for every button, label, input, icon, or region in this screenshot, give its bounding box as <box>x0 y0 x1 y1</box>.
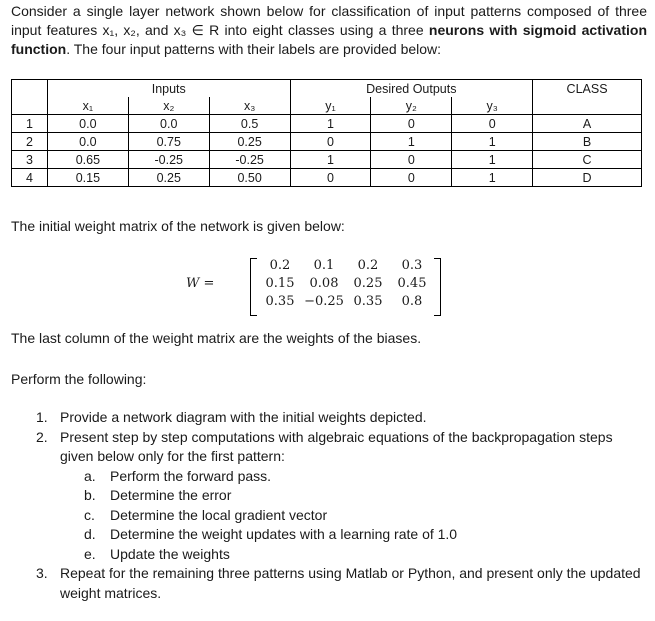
cell-y2: 0 <box>371 169 452 187</box>
cell-y2: 0 <box>371 151 452 169</box>
outputs-group-header: Desired Outputs <box>290 80 533 98</box>
cell-x3: 0.5 <box>209 115 290 133</box>
matrix-label: W = <box>186 276 215 291</box>
cell-y1: 0 <box>290 169 371 187</box>
cell-class: B <box>533 133 642 151</box>
steps-list <box>36 408 642 603</box>
matrix-cell: 0.08 <box>309 276 339 291</box>
substep-letter: d. <box>84 526 96 542</box>
list-item <box>36 525 642 545</box>
cell-y3: 1 <box>452 169 533 187</box>
table-corner-cell <box>12 80 48 98</box>
cell-x3: 0.50 <box>209 169 290 187</box>
bias-note: The last column of the weight matrix are the weights of the biases. <box>11 330 422 346</box>
substep-letter: b. <box>84 487 96 503</box>
list-item <box>36 564 642 603</box>
col-header-x3: x₃ <box>209 97 290 115</box>
matrix-cell: 0.35 <box>265 294 295 309</box>
table-corner-cell <box>12 97 48 115</box>
cell-x1: 0.0 <box>47 133 128 151</box>
matrix-cell: 0.25 <box>353 276 383 291</box>
class-header: CLASS <box>533 80 642 98</box>
substep-letter: e. <box>84 545 96 562</box>
list-item <box>36 486 642 506</box>
substep-letter: a. <box>84 467 96 484</box>
step-text: Present step by step computations with algebraic equations of the backpropagation steps given below only for the first pattern: <box>60 428 613 464</box>
cell-x1: 0.0 <box>47 115 128 133</box>
matrix-cell: 0.3 <box>401 258 423 273</box>
problem-intro <box>11 2 647 59</box>
list-item <box>36 428 642 467</box>
matrix-cell: 0.45 <box>397 276 427 291</box>
cell-y1: 1 <box>290 151 371 169</box>
matrix-cell: −0.25 <box>304 294 344 309</box>
cell-x2: 0.0 <box>128 115 209 133</box>
cell-class: D <box>533 169 642 187</box>
col-header-y2: y₂ <box>371 97 452 115</box>
step-text: Provide a network diagram with the initial weights depicted. <box>60 409 427 425</box>
table-row <box>12 169 642 187</box>
inputs-group-header: Inputs <box>47 80 290 98</box>
step-number: 1. <box>36 409 48 425</box>
step-text: Repeat for the remaining three patterns using Matlab or Python, and present only the updated weight matrices. <box>60 565 641 601</box>
cell-x2: 0.75 <box>128 133 209 151</box>
matrix-cell: 0.8 <box>401 294 423 309</box>
list-item <box>36 408 642 428</box>
matrix-cell: 0.15 <box>265 276 295 291</box>
cell-x1: 0.65 <box>47 151 128 169</box>
row-id: 1 <box>12 115 48 133</box>
list-item <box>36 467 642 487</box>
cell-x2: 0.25 <box>128 169 209 187</box>
matrix-cell: 0.1 <box>313 258 335 273</box>
intro-text: Consider a single layer network shown below for classification of input patterns composed of three input features x₁, x₂, and x₃ ∈ R into eight classes using a three <box>11 3 647 38</box>
cell-x3: -0.25 <box>209 151 290 169</box>
cell-y2: 1 <box>371 133 452 151</box>
class-header-blank <box>533 97 642 115</box>
matrix-cell: 0.2 <box>357 258 379 273</box>
cell-y1: 1 <box>290 115 371 133</box>
table-row <box>12 133 642 151</box>
matrix-cell: 0.2 <box>269 258 291 273</box>
cell-x2: -0.25 <box>128 151 209 169</box>
table-row <box>12 151 642 169</box>
intro-bold-text: neurons with sigmoid activation function <box>11 22 647 57</box>
col-header-y3: y₃ <box>452 97 533 115</box>
intro-text-end: . The four input patterns with their labels are provided below: <box>66 41 442 57</box>
cell-x3: 0.25 <box>209 133 290 151</box>
substep-text: Determine the weight updates with a learning rate of 1.0 <box>110 526 458 542</box>
cell-y1: 0 <box>290 133 371 151</box>
cell-x1: 0.15 <box>47 169 128 187</box>
row-id: 2 <box>12 133 48 151</box>
row-id: 4 <box>12 169 48 187</box>
patterns-table <box>11 79 642 187</box>
substep-text: Determine the local gradient vector <box>110 506 328 523</box>
cell-class: C <box>533 151 642 169</box>
step-number: 3. <box>36 565 48 581</box>
table-group-header-row <box>12 80 642 98</box>
substep-text: Perform the forward pass. <box>110 467 272 484</box>
cell-y3: 1 <box>452 151 533 169</box>
row-id: 3 <box>12 151 48 169</box>
substep-text: Determine the error <box>110 487 232 503</box>
col-header-x2: x₂ <box>128 97 209 115</box>
step-number: 2. <box>36 428 48 445</box>
cell-y3: 0 <box>452 115 533 133</box>
perform-heading: Perform the following: <box>11 371 147 387</box>
matrix-cell: 0.35 <box>353 294 383 309</box>
cell-class: A <box>533 115 642 133</box>
table-column-header-row <box>12 97 642 115</box>
cell-y2: 0 <box>371 115 452 133</box>
list-item <box>36 506 642 526</box>
substep-letter: c. <box>84 506 95 523</box>
col-header-y1: y₁ <box>290 97 371 115</box>
table-row <box>12 115 642 133</box>
weights-title: The initial weight matrix of the network is given below: <box>11 218 345 234</box>
col-header-x1: x₁ <box>47 97 128 115</box>
cell-y3: 1 <box>452 133 533 151</box>
substep-text: Update the weights <box>110 545 230 562</box>
list-item <box>36 545 642 565</box>
